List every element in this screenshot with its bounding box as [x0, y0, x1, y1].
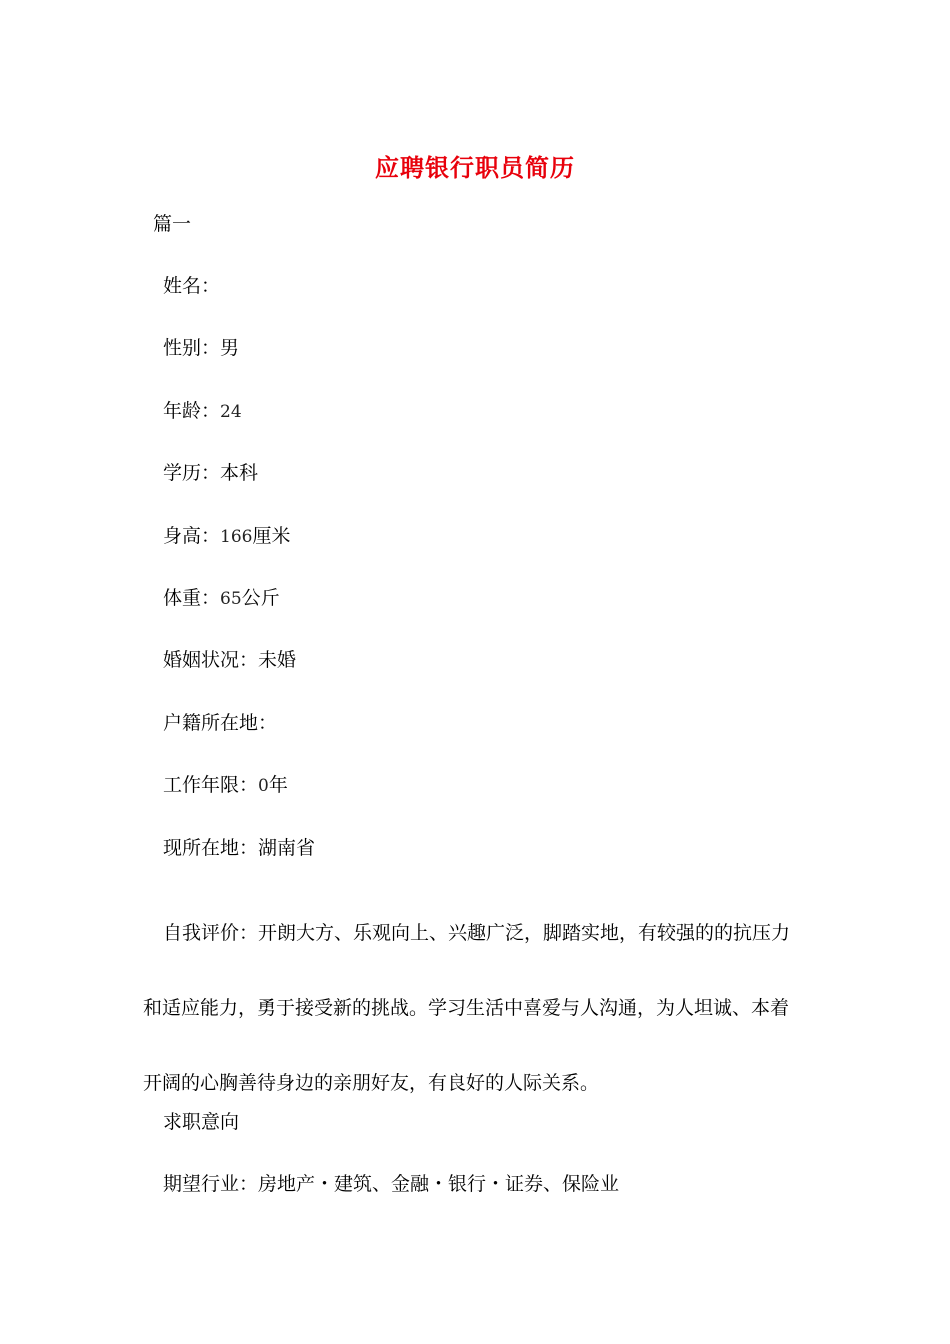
field-label: 工作年限：	[163, 774, 259, 797]
self-evaluation-line: 和适应能力，勇于接受新的挑战。学习生活中喜爱与人沟通，为人坦诚、本着	[143, 997, 790, 1019]
field-label: 现所在地：	[163, 836, 259, 859]
self-evaluation-line: 自我评价：开朗大方、乐观向上、兴趣广泛，脚踏实地，有较强的的抗压力	[163, 922, 791, 944]
field-label: 体重：	[163, 586, 221, 609]
field-value: 未婚	[258, 649, 297, 672]
field-value: 公斤	[241, 586, 280, 609]
field-label: 身高：	[163, 524, 221, 547]
field-value: 湖南省	[258, 836, 316, 859]
field-marital-status	[163, 646, 315, 708]
field-work-years	[163, 771, 315, 833]
field-number: 65	[220, 588, 242, 609]
field-household-registration	[163, 709, 315, 771]
field-value: 本科	[220, 462, 259, 485]
field-number: 166	[220, 526, 253, 547]
field-value: 男	[220, 337, 240, 360]
job-intention-section	[163, 1108, 619, 1233]
field-label: 期望行业：	[163, 1173, 259, 1196]
field-height	[163, 522, 315, 584]
field-label: 学历：	[163, 462, 221, 485]
field-label: 户籍所在地：	[163, 711, 278, 734]
field-value: 房地产・建筑、金融・银行・证券、保险业	[258, 1173, 620, 1196]
self-evaluation-line: 开阔的心胸善待身边的亲朋好友，有良好的人际关系。	[143, 1072, 600, 1094]
field-gender	[163, 334, 315, 396]
field-value: 厘米	[252, 524, 291, 547]
field-label: 姓名：	[163, 275, 221, 297]
field-weight	[163, 584, 315, 646]
field-label: 性别：	[163, 337, 221, 360]
field-label: 年龄：	[163, 399, 221, 422]
job-intention-heading: 求职意向	[163, 1111, 240, 1133]
field-label: 婚姻状况：	[163, 649, 259, 672]
field-number: 24	[220, 401, 242, 422]
personal-info-list	[163, 272, 315, 896]
document-title: 应聘银行职员简历	[375, 153, 575, 182]
field-age	[163, 397, 315, 459]
field-expected-industry	[163, 1170, 619, 1232]
field-value: 年	[268, 774, 288, 797]
field-number: 0	[258, 776, 269, 797]
field-education	[163, 459, 315, 521]
field-current-location	[163, 834, 315, 896]
self-evaluation-paragraph	[143, 896, 803, 1121]
field-name	[163, 272, 315, 334]
section-label: 篇一	[153, 213, 192, 235]
